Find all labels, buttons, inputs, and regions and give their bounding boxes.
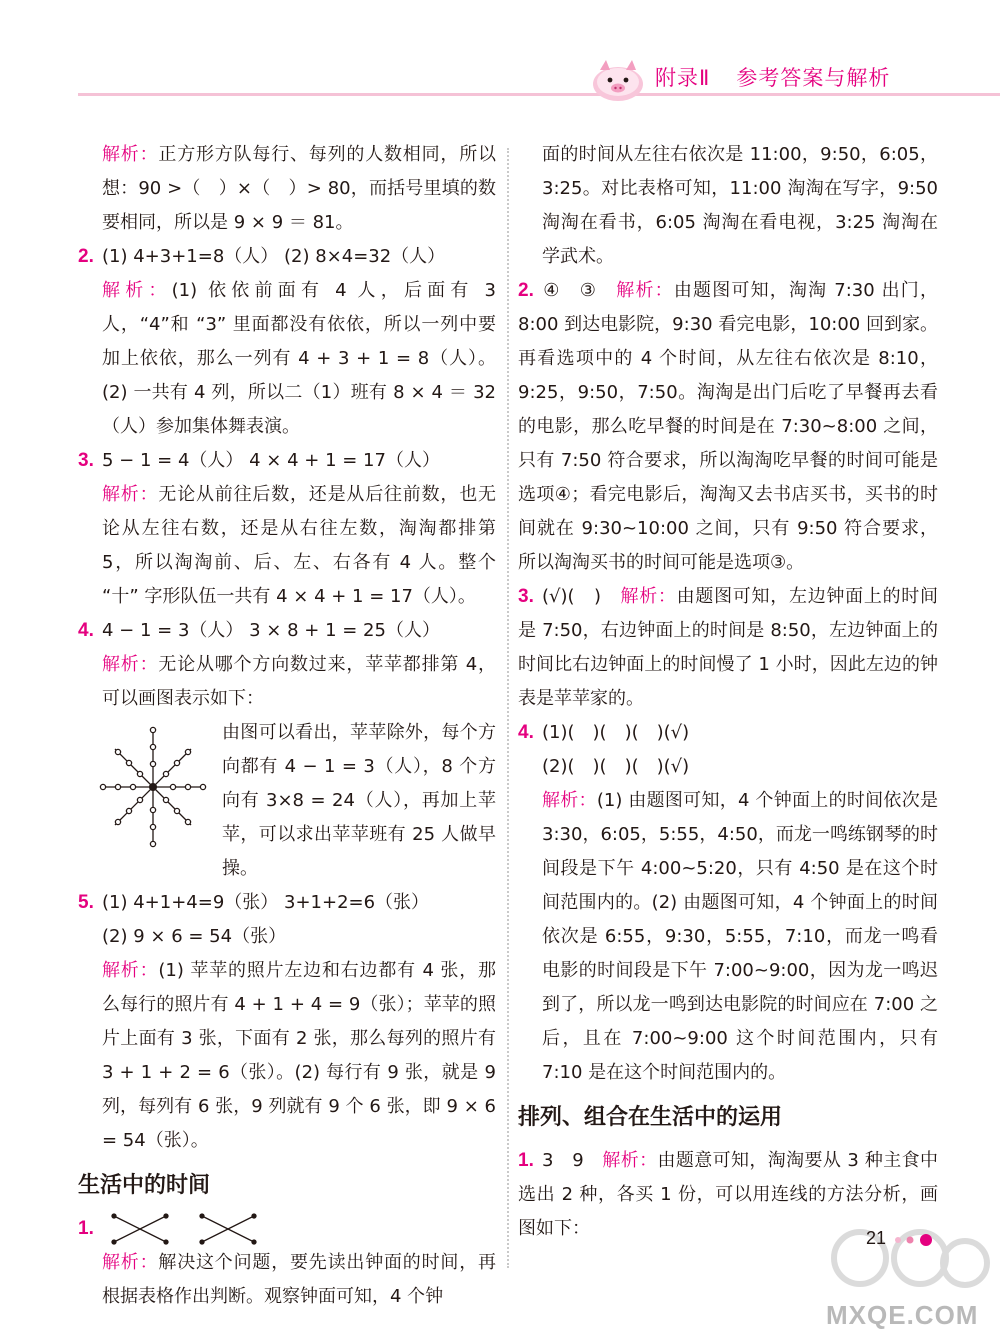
analysis-label: 解析： xyxy=(616,280,674,301)
question-3-answer xyxy=(78,444,496,478)
page-dots-icon xyxy=(892,1233,944,1247)
analysis-label: 解析： xyxy=(102,484,159,505)
analysis-text: 解决这个问题，要先读出钟面的时间，再根据表格作出判断。观察钟面可知，4 个钟 xyxy=(102,1252,497,1307)
question-number: 2. xyxy=(78,246,94,267)
eight-direction-figure xyxy=(98,722,208,852)
question-number: 5. xyxy=(78,892,94,913)
page-number: 21 xyxy=(866,1228,887,1248)
question-4-answer xyxy=(78,614,496,648)
analysis-label: 解析： xyxy=(102,1252,159,1273)
question-number: 1. xyxy=(518,1150,534,1171)
answer-text: 5 − 1 = 4（人） 4 × 4 + 1 = 17（人） xyxy=(102,450,440,471)
analysis-text: 无论从哪个方向数过来，苹苹都排第 4，可以画图表示如下： xyxy=(102,654,496,709)
appendix-label: 附录Ⅱ xyxy=(655,66,711,90)
analysis-label: 解析： xyxy=(102,960,159,981)
analysis-text: 正方形方队每行、每列的人数相同，所以想：90 >（ ）×（ ）> 80，而括号里填的数要相同，所以是 9 × 9 ＝ 81。 xyxy=(102,144,497,233)
question-number: 1. xyxy=(78,1218,94,1239)
answer-text: ④ ③ xyxy=(542,280,598,301)
left-column xyxy=(78,138,496,1314)
section-heading-combination: 排列、组合在生活中的运用 xyxy=(518,1105,783,1130)
section-title: 参考答案与解析 xyxy=(736,66,891,90)
analysis-text: 由题意可知，淘淘要从 3 种主食中选出 2 种，各买 1 份，可以用连线的方法分析，画图如下： xyxy=(518,1150,939,1239)
answer-text: 4 − 1 = 3（人） 3 × 8 + 1 = 25（人） xyxy=(102,620,440,641)
header-rule xyxy=(78,93,1000,96)
analysis-label: 解析： xyxy=(102,654,159,675)
analysis-text: 无论从前往后数，还是从后往前数，也无论从左往右数，还是从右往左数，淘淘都排第 5，所以淘淘前、后、左、右各有 4 人。整个 “十” 字形队伍一共有 4 × 4 + 1 = 17（人）。 xyxy=(102,484,497,607)
answer-paragraph xyxy=(78,138,496,240)
question-5-analysis xyxy=(78,954,496,1158)
analysis-label: 解析： xyxy=(620,586,677,607)
piggy-mascot-icon xyxy=(590,58,646,102)
star-figure-row xyxy=(78,716,496,886)
answer-text: (1) 4+3+1=8（人） (2) 8×4=32（人） xyxy=(102,246,446,267)
header-title xyxy=(655,62,890,92)
time-question-2 xyxy=(518,274,938,580)
time-question-1-answer xyxy=(78,1212,496,1246)
analysis-label: 解析： xyxy=(602,1150,658,1171)
continued-analysis: 面的时间从左往右依次是 11:00，9:50，6:05，3:25。对比表格可知，11:00 淘淘在写字，9:50 淘淘在看书，6:05 淘淘在看电视，3:25 淘淘在学武术。 xyxy=(542,144,938,267)
question-3-analysis xyxy=(78,478,496,614)
analysis-label: 解析： xyxy=(542,790,597,811)
analysis-text: (1) 苹苹的照片左边和右边都有 4 张，那么每行的照片有 4 + 1 + 4 = 9（张）；苹苹的照片上面有 3 张，下面有 2 张，那么每列的照片有 3 + 1 + 2 = 6（张）。(2) 每行有 9 张，就是 9 列，每列有 6 张，9 列就有 9 个 6 张，即 9 × 6 = 54（张）。 xyxy=(102,960,496,1151)
right-column xyxy=(518,138,938,1246)
analysis-text: (1) 由题图可知，4 个钟面上的时间依次是 3:30，6:05，5:55，4:50，而龙一鸣练钢琴的时间段是下午 4:00~5:20，只有 4:50 是在这个时间范围内的。(2) 由题图可知，4 个钟面上的时间依次是 6:55，9:30，5:55，7:10，而龙一鸣看电影的时间段是下午 7:00~9:00，因为龙一鸣迟到了，所以龙一鸣到达电影院的时间应在 7:00 之后，且在 7:00~9:00 这个时间范围内，只有 7:10 是在这个时间范围内的。 xyxy=(542,790,938,1083)
answer-text: (√)( ) xyxy=(542,586,602,607)
figure-explanation: 由图可以看出，苹苹除外，每个方向都有 4 − 1 = 3（人），8 个方向有 3×8 = 24（人），再加上苹苹，可以求出苹苹班有 25 人做早操。 xyxy=(222,722,496,879)
answer-text: 3 9 xyxy=(542,1150,584,1171)
time-question-4-analysis xyxy=(518,784,938,1090)
time-question-4-answer xyxy=(518,716,938,750)
question-number: 4. xyxy=(518,722,534,743)
analysis-text: (1) 依依前面有 4 人，后面有 3 人，“4”和 “3” 里面都没有依依，所以一列中要加上依依，那么一列有 4 + 3 + 1 = 8（人）。(2) 一共有 4 列，所以二（1）班有 8 × 4 ＝ 32（人）参加集体舞表演。 xyxy=(102,280,496,437)
matching-lines-figure xyxy=(108,1212,278,1246)
column-divider xyxy=(507,148,509,1268)
analysis-text: 由题图可知，左边钟面上的时间是 7:50，右边钟面上的时间是 8:50，左边钟面上的时间比右边钟面上的时间慢了 1 小时，因此左边的钟表是苹苹家的。 xyxy=(518,586,939,709)
question-5-answer-2: (2) 9 × 6 = 54（张） xyxy=(102,926,287,947)
question-number: 3. xyxy=(518,586,534,607)
question-2-analysis xyxy=(78,274,496,444)
question-number: 2. xyxy=(518,280,534,301)
time-question-3 xyxy=(518,580,938,716)
time-question-4-answer-2: (2)( )( )( )(√) xyxy=(542,756,690,777)
question-5-answer xyxy=(78,886,496,920)
question-number: 4. xyxy=(78,620,94,641)
question-4-analysis xyxy=(78,648,496,716)
analysis-label: 解析： xyxy=(102,144,159,165)
answer-text: (1) 4+1+4=9（张） 3+1+2=6（张） xyxy=(102,892,430,913)
analysis-label: 解析： xyxy=(102,280,172,301)
time-question-1-analysis xyxy=(78,1246,496,1314)
question-number: 3. xyxy=(78,450,94,471)
answer-text: (1)( )( )( )(√) xyxy=(542,722,690,743)
analysis-text: 由题图可知，淘淘 7:30 出门，8:00 到达电影院，9:30 看完电影，10:00 回到家。再看选项中的 4 个时间，从左往右依次是 8:10，9:25，9:50，7:50。淘淘是出门后吃了早餐再去看的电影，那么吃早餐的时间是在 7:30~8:00 之间，只有 7:50 符合要求，所以淘淘吃早餐的时间可能是选项④；看完电影后，淘淘又去书店买书，买书的时间就在 9:30~10:00 之间，只有 9:50 符合要求，所以淘淘买书的时间可能是选项③。 xyxy=(518,280,938,573)
section-heading-time: 生活中的时间 xyxy=(78,1173,211,1198)
watermark-text: MXQE.COM xyxy=(826,1300,979,1330)
question-2-answer xyxy=(78,240,496,274)
